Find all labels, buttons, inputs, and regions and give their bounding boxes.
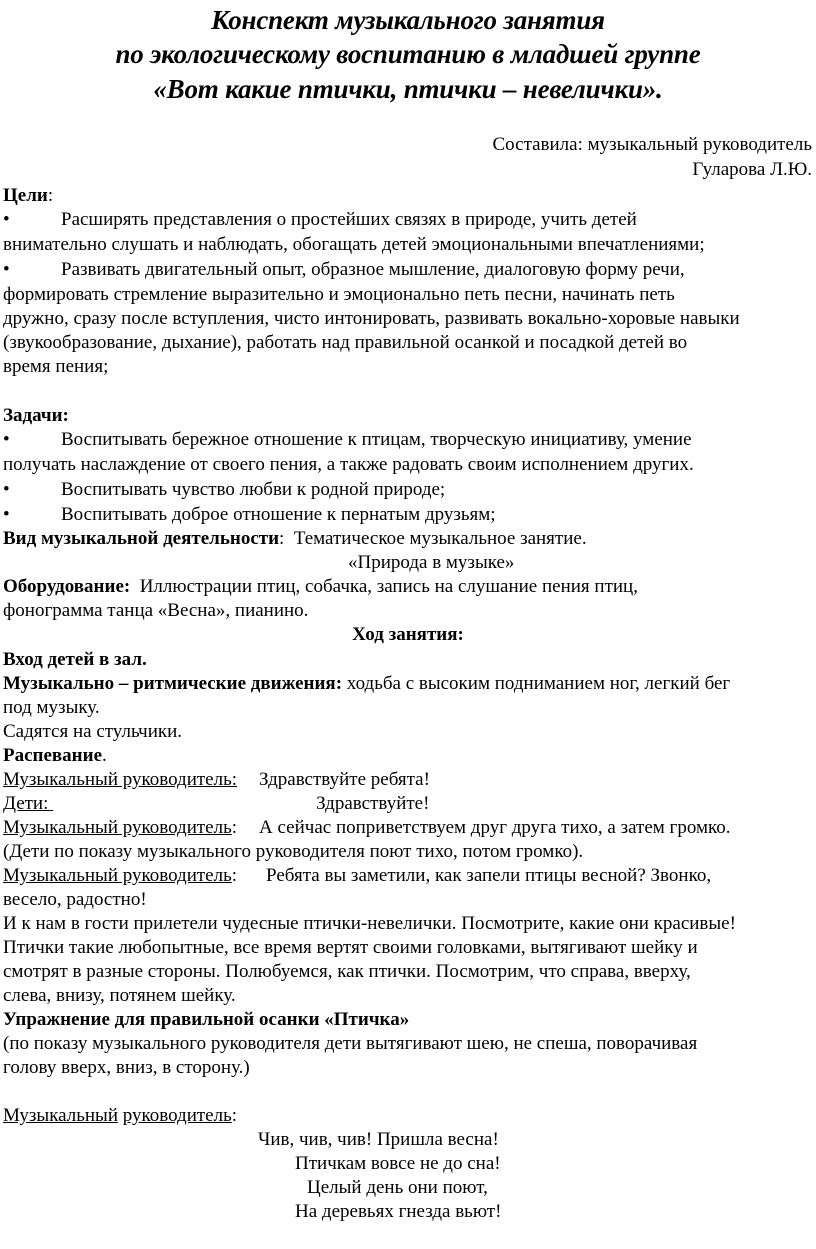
bullet-icon: • — [3, 259, 10, 280]
title-line-2: по экологическому воспитанию в младшей группе — [115, 39, 701, 69]
dialog-speaker: Музыкальный руководитель: — [3, 1105, 238, 1126]
poem-line-3: Целый день они поют, — [307, 1177, 488, 1198]
bullet-icon: • — [3, 504, 10, 525]
equipment: Оборудование: Иллюстрации птиц, собачка, запись на слушание пения птиц, — [3, 576, 638, 597]
poem-line-1: Чив, чив, чив! Пришла весна! — [258, 1129, 499, 1150]
goals-item-2-cont-3: (звукообразование, дыхание), работать над правильной осанкой и посадкой детей во — [3, 332, 688, 353]
title-line-3: «Вот какие птички, птички – невелички». — [153, 74, 663, 104]
course-entry: Вход детей в зал. — [3, 649, 147, 670]
author-line-2: Гуларова Л.Ю. — [692, 159, 812, 180]
dialog-line-3: Музыкальный руководитель: А сейчас поприветствуем друг друга тихо, а затем громко. — [3, 817, 731, 838]
tasks-heading: Задачи: — [3, 405, 69, 426]
dialog-para-3: смотрят в разные стороны. Полюбуемся, как птички. Посмотрим, что справа, вверху, — [3, 961, 691, 982]
dialog-para-1: И к нам в гости прилетели чудесные птички-невелички. Посмотрите, какие они красивые! — [3, 913, 736, 934]
bullet-icon: • — [3, 429, 10, 450]
course-rhythm: Музыкально – ритмические движения: ходьба с высоким подниманием ног, легкий бег — [3, 673, 731, 694]
goals-heading: Цели: — [3, 185, 54, 206]
dialog-line-4: Музыкальный руководитель: Ребята вы заметили, как запели птицы весной? Звонко, — [3, 865, 712, 886]
author-line-1: Составила: музыкальный руководитель — [492, 134, 812, 155]
goals-item-1: • Расширять представления о простейших связях в природе, учить детей — [3, 209, 637, 230]
poem-line-2: Птичкам вовсе не до сна! — [295, 1153, 501, 1174]
dialog-para-2: Птички такие любопытные, все время вертят своими головками, вытягивают шейку и — [3, 937, 698, 958]
title-line-1: Конспект музыкального занятия — [211, 5, 605, 35]
dialog-line-1: Музыкальный руководитель: Здравствуйте ребята! — [3, 769, 430, 790]
equipment-cont: фонограмма танца «Весна», пианино. — [3, 600, 309, 621]
tasks-item-2: • Воспитывать чувство любви к родной природе; — [3, 479, 446, 500]
bullet-icon: • — [3, 479, 10, 500]
goals-item-2-cont-1: формировать стремление выразительно и эмоционально петь песни, начинать петь — [3, 284, 675, 305]
exercise-text-1: (по показу музыкального руководителя дети вытягивают шею, не спеша, поворачивая — [3, 1033, 698, 1054]
poem-line-4: На деревьях гнезда вьют! — [295, 1201, 502, 1222]
dialog-line-2: Дети: Здравствуйте! — [3, 793, 430, 814]
tasks-item-3: • Воспитывать доброе отношение к пернатым друзьям; — [3, 504, 496, 525]
exercise-heading: Упражнение для правильной осанки «Птичка» — [3, 1009, 410, 1030]
activity-theme: «Природа в музыке» — [348, 552, 515, 573]
dialog-line-3-cont: (Дети по показу музыкального руководителя поют тихо, потом громко). — [3, 841, 584, 862]
goals-item-2-cont-2: дружно, сразу после вступления, чисто интонировать, развивать вокально-хоровые навыки — [3, 308, 740, 329]
goals-item-2-cont-4: время пения; — [3, 356, 109, 377]
tasks-item-1: • Воспитывать бережное отношение к птицам, творческую инициативу, умение — [3, 429, 692, 450]
goals-item-2: • Развивать двигательный опыт, образное мышление, диалоговую форму речи, — [3, 259, 685, 280]
course-rhythm-cont: под музыку. — [3, 697, 100, 718]
dialog-line-4-cont: весело, радостно! — [3, 889, 147, 910]
dialog-para-4: слева, внизу, потянем шейку. — [3, 985, 236, 1006]
bullet-icon: • — [3, 209, 10, 230]
activity-type: Вид музыкальной деятельности: Тематическое музыкальное занятие. — [3, 528, 587, 549]
goals-item-1-cont: внимательно слушать и наблюдать, обогащать детей эмоциональными впечатлениями; — [3, 234, 705, 255]
course-sit: Садятся на стульчики. — [3, 721, 183, 742]
course-warmup: Распевание. — [3, 745, 107, 766]
tasks-item-1-cont: получать наслаждение от своего пения, а также радовать своим исполнением других. — [3, 454, 694, 475]
exercise-text-2: голову вверх, вниз, в сторону.) — [3, 1057, 250, 1078]
course-heading: Ход занятия: — [352, 624, 464, 645]
